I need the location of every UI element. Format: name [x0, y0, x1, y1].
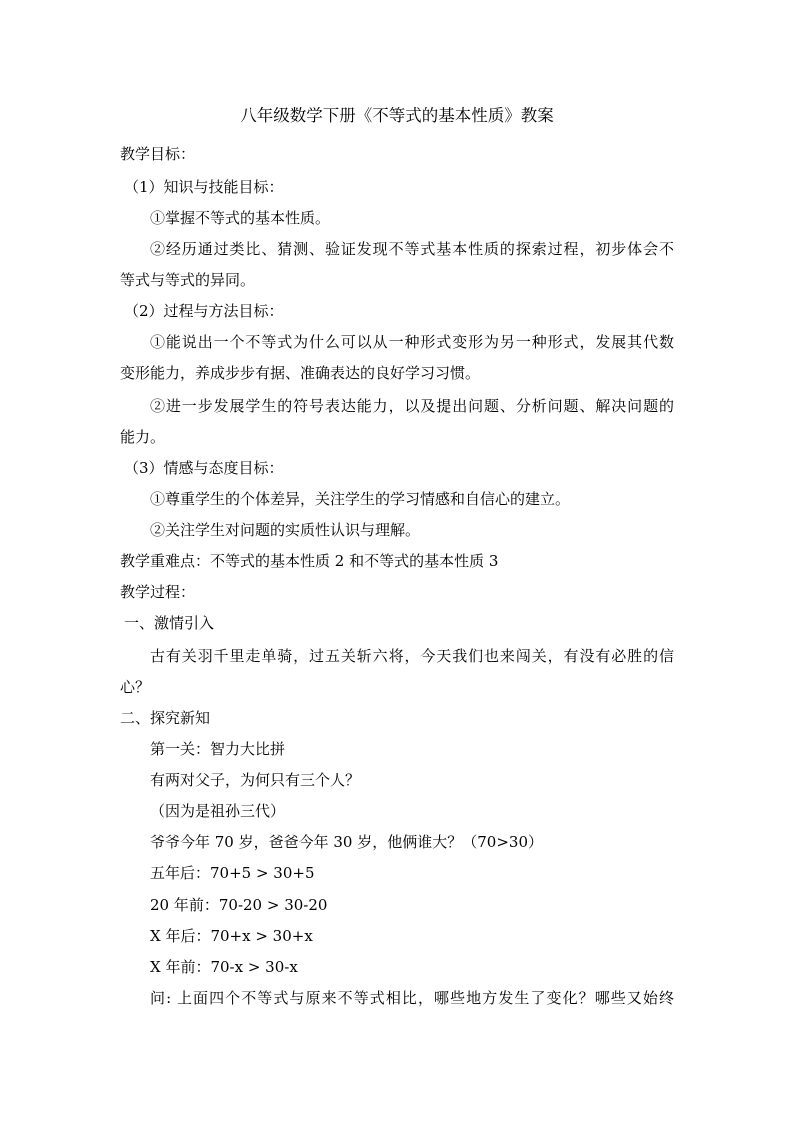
subsection-heading-intro: 一、激情引入	[124, 614, 215, 632]
paragraph-line: ①尊重学生的个体差异，关注学生的学习情感和自信心的建立。	[150, 490, 571, 508]
paragraph-line: 20 年前：70-20 > 30-20	[150, 896, 328, 914]
section-heading-objectives: 教学目标：	[120, 145, 196, 163]
paragraph-line: 第一关：智力大比拼	[150, 740, 286, 758]
objective-attitude-heading: （3）情感与态度目标：	[124, 459, 284, 477]
paragraph-line: ②经历通过类比、猜测、验证发现不等式基本性质的探索过程，初步体会不	[150, 240, 674, 258]
paragraph-line: ①掌握不等式的基本性质。	[150, 209, 331, 227]
section-heading-key-points: 教学重难点：不等式的基本性质 2 和不等式的基本性质 3	[120, 552, 499, 570]
paragraph-line: 问: 上面四个不等式与原来不等式相比，哪些地方发生了变化？哪些又始终	[150, 989, 674, 1007]
paragraph-line: 古有关羽千里走单骑，过五关斩六将，今天我们也来闯关，有没有必胜的信	[150, 647, 674, 665]
paragraph-line: 等式与等式的异同。	[120, 271, 256, 289]
section-heading-process: 教学过程：	[120, 583, 196, 601]
paragraph-line: 能力。	[120, 428, 166, 446]
paragraph-line: ②关注学生对问题的实质性认识与理解。	[150, 521, 421, 539]
paragraph-line: X 年后：70+x > 30+x	[150, 927, 313, 945]
paragraph-line: ①能说出一个不等式为什么可以从一种形式变形为另一种形式，发展其代数	[150, 333, 674, 351]
document-title: 八年级数学下册《不等式的基本性质》教案	[240, 106, 554, 125]
paragraph-line: 心？	[120, 678, 151, 696]
objective-knowledge-heading: （1）知识与技能目标：	[124, 178, 284, 196]
paragraph-line: 有两对父子，为何只有三个人？	[150, 771, 361, 789]
paragraph-line: 变形能力，养成步步有据、准确表达的良好学习习惯。	[120, 364, 481, 382]
paragraph-line: X 年前：70-x > 30-x	[150, 958, 298, 976]
paragraph-line: ②进一步发展学生的符号表达能力，以及提出问题、分析问题、解决问题的	[150, 397, 674, 415]
paragraph-line: 五年后：70+5 > 30+5	[150, 864, 315, 882]
objective-process-heading: （2）过程与方法目标：	[124, 302, 284, 320]
subsection-heading-explore: 二、探究新知	[120, 709, 211, 727]
paragraph-line: 爷爷今年 70 岁，爸爸今年 30 岁，他俩谁大？（70>30）	[150, 833, 543, 851]
paragraph-line: （因为是祖孙三代）	[150, 802, 286, 820]
